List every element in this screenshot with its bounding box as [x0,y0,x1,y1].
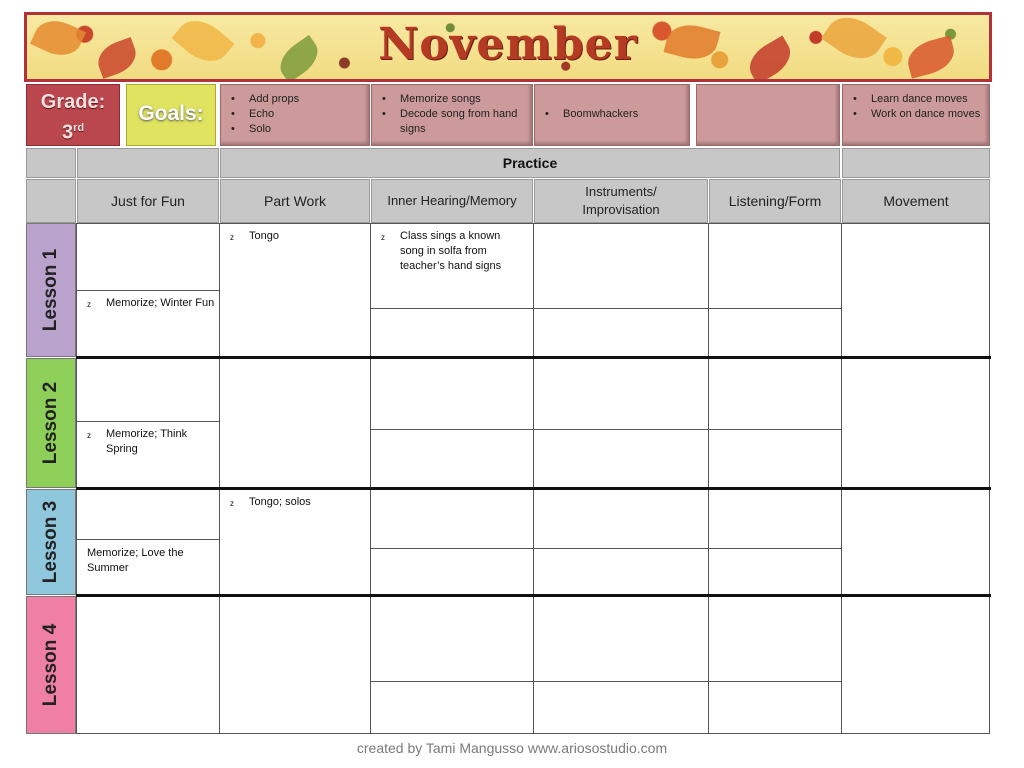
goal-item: • Learn dance moves [851,92,983,107]
grid-divider [370,308,841,309]
grade-value: 3 [61,121,74,144]
lesson-separator [76,356,991,359]
grade-value-line [27,115,119,146]
goal-list [372,85,532,137]
grid-divider [708,223,709,734]
goal-item: • Decode song from hand signs [380,107,526,137]
goal-item: • Boomwhackers [543,107,683,122]
goal-list [221,85,369,137]
cell-l3-just-for-fun [87,546,215,576]
bullet-glyph: z [87,300,91,309]
goal-item: • Add props [229,92,363,107]
lesson-label-text: Lesson 4 [40,623,61,707]
cell-text: Memorize; Think Spring [106,428,188,455]
cell-l1-inner-hearing [381,229,521,274]
lesson-label-text: Lesson 3 [40,500,61,584]
lesson-label-3 [26,489,76,595]
grade-suffix: rd [73,122,85,134]
lesson-label-2 [26,358,76,488]
column-header-part-work: Part Work [220,179,370,223]
cell-text: Memorize; Love the Summer [87,547,184,574]
cell-l1-just-for-fun [87,296,215,311]
goals-label-box [126,84,216,146]
lesson-separator [76,594,991,597]
grid-divider [533,223,534,734]
lesson-label-text: Lesson 2 [40,381,61,465]
grid-divider [219,223,220,734]
column-header-corner [26,179,76,223]
cell-l3-part-work [230,495,360,510]
lesson-label-4 [26,596,76,734]
goal-item: • Work on dance moves [851,107,983,122]
grid-divider [76,290,219,291]
practice-row-corner [26,148,76,178]
grid-divider [370,223,371,734]
column-header-instruments: Instruments/ Improvisation [534,179,708,223]
lesson-separator [76,487,991,490]
goal-item: • Memorize songs [380,92,526,107]
column-header-inner-hearing: Inner Hearing/Memory [371,179,533,223]
bullet-glyph: z [230,499,234,508]
goal-cell-listening [696,84,840,146]
goal-list [535,85,689,122]
goal-item: • Echo [229,107,363,122]
goals-label: Goals: [138,102,204,125]
grid-divider [370,681,841,682]
goal-cell-inner-hearing [371,84,533,146]
grid-divider [370,548,841,549]
goal-item: • Solo [229,122,363,137]
cell-l2-just-for-fun [87,427,215,457]
bullet-glyph: z [230,233,234,242]
grid-divider [841,223,842,734]
goal-list [843,85,989,122]
month-banner [24,12,992,82]
practice-row-fun [77,148,219,178]
grid-divider [76,421,219,422]
cell-text: Memorize; Winter Fun [106,297,215,309]
lesson-label-text: Lesson 1 [40,248,61,332]
grid-divider [370,429,841,430]
goal-cell-movement [842,84,990,146]
grid-divider [76,539,219,540]
footer-credit: created by Tami Mangusso www.ariosostudio.com [356,740,668,756]
goal-cell-instruments [534,84,690,146]
cell-l1-part-work [230,229,360,244]
bullet-glyph: z [87,431,91,440]
bullet-glyph: z [381,233,385,242]
practice-row-movement [842,148,990,178]
lesson-label-1 [26,223,76,357]
goal-cell-part-work [220,84,370,146]
practice-header: Practice [220,148,840,178]
grade-box [26,84,120,146]
cell-text: Tongo [249,230,279,242]
cell-text: Class sings a known song in solfa from teacher’s hand signs [400,230,502,272]
column-header-just-for-fun: Just for Fun [77,179,219,223]
cell-text: Tongo; solos [249,496,311,508]
page-title: November [378,19,638,70]
grade-label: Grade: [40,91,106,113]
column-header-movement: Movement [842,179,990,223]
column-header-listening: Listening/Form [709,179,841,223]
